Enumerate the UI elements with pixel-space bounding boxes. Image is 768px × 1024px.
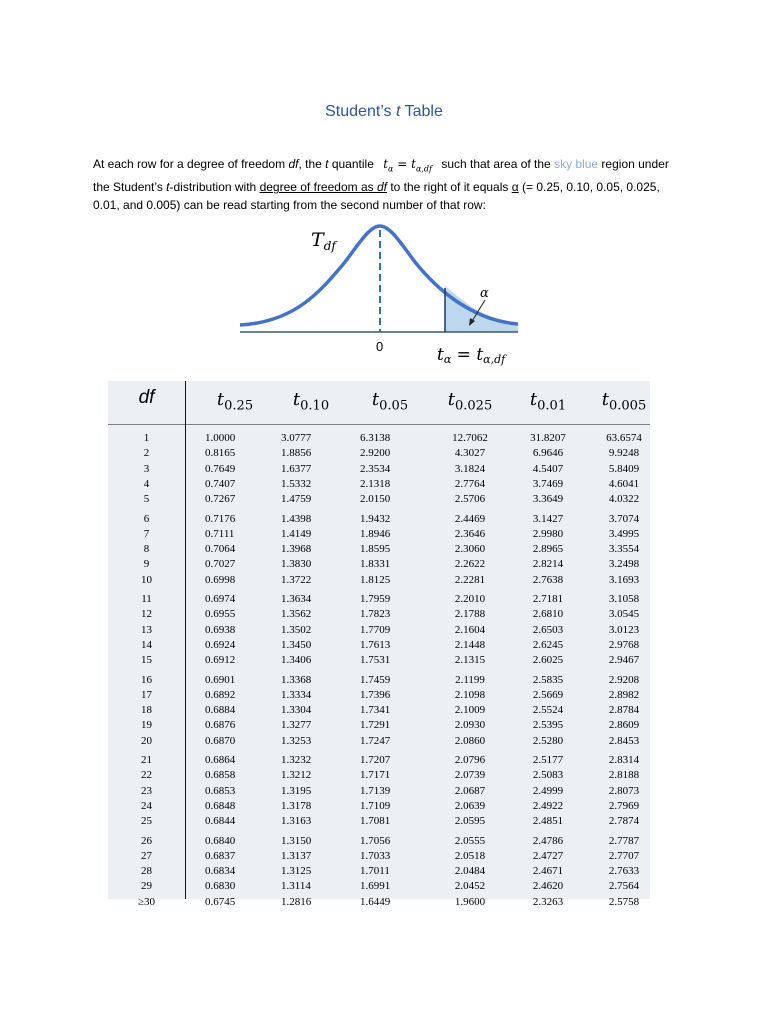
value-cell: 1.8125: [360, 573, 391, 586]
df-cell: 11: [141, 593, 152, 605]
page-title: [0, 103, 768, 121]
df-cell: 18: [141, 704, 152, 717]
value-cell: 0.7267: [205, 493, 236, 506]
value-cell: 1.3195: [281, 784, 312, 797]
column-header-0_25: $t_{0.25}$: [216, 389, 254, 414]
value-cell: 2.1788: [454, 608, 486, 621]
df-cell: 3: [143, 462, 150, 475]
df-cell: 20: [141, 734, 152, 747]
value-cell: 1.4149: [281, 527, 312, 540]
value-cell: 0.7176: [205, 512, 236, 525]
value-cell: 0.6745: [205, 895, 236, 908]
value-cell: 0.7027: [205, 558, 236, 571]
value-cell: 0.6998: [205, 573, 236, 586]
header-divider: [108, 424, 650, 425]
value-cell: 2.4922: [532, 799, 564, 812]
value-cell: 1.7459: [360, 673, 391, 686]
value-cell: 1.8595: [360, 543, 391, 556]
value-cell: 2.5669: [532, 688, 564, 701]
value-cell: 4.6041: [608, 477, 640, 490]
intro-underlined: [260, 180, 387, 194]
intro-text-7: to the right of it equals: [386, 180, 512, 195]
df-cell: 22: [141, 769, 152, 782]
value-cell: 1.7823: [360, 608, 391, 621]
df-cell: 6: [143, 512, 150, 525]
value-cell: 1.3830: [281, 558, 312, 571]
value-cell: 63.6574: [606, 432, 642, 444]
value-cell: 3.3649: [532, 493, 564, 506]
value-cell: 3.2498: [608, 558, 640, 571]
value-cell: 3.4995: [608, 527, 640, 540]
value-cell: 2.5835: [532, 673, 564, 686]
value-cell: 2.3534: [360, 462, 391, 475]
column-header-0_10: $t_{0.10}$: [292, 389, 330, 414]
value-cell: 2.9467: [608, 654, 640, 667]
value-cell: 1.3406: [281, 654, 312, 667]
value-cell: 1.3450: [281, 638, 312, 651]
title-suffix: Table: [404, 103, 443, 120]
value-cell: 0.7649: [205, 462, 236, 475]
df-cell: 9: [143, 558, 150, 571]
df-cell: 19: [141, 719, 152, 732]
value-cell: 2.6025: [532, 654, 564, 667]
value-cell: 0.6837: [205, 849, 236, 862]
value-cell: 2.6503: [532, 623, 564, 636]
value-cell: 2.2622: [454, 558, 486, 571]
value-cell: 2.5524: [532, 704, 564, 717]
value-cell: 2.1098: [454, 688, 486, 701]
value-cell: 3.0545: [608, 608, 640, 621]
intro-text-5: region under the Student’s: [93, 157, 669, 195]
value-cell: 2.0484: [454, 865, 486, 878]
value-cell: 3.1693: [608, 573, 640, 586]
value-cell: 2.3263: [532, 895, 564, 908]
value-cell: 2.7564: [608, 880, 640, 893]
t-distribution-figure: [235, 222, 555, 372]
value-cell: 2.6810: [532, 608, 564, 621]
value-cell: 1.3277: [281, 719, 312, 732]
value-cell: 2.0739: [454, 769, 486, 782]
value-cell: 2.7969: [608, 799, 640, 812]
intro-ul-text: degree of freedom as: [259, 180, 377, 195]
value-cell: 2.8784: [608, 704, 640, 717]
value-cell: 0.6830: [205, 880, 236, 893]
value-cell: 0.6870: [205, 734, 236, 747]
intro-alpha: α: [511, 180, 519, 195]
value-cell: 1.7959: [360, 593, 391, 605]
column-header-0_05: $t_{0.05}$: [371, 389, 409, 414]
column-header-0_01: $t_{0.01}$: [529, 389, 567, 414]
intro-t-dist: t: [166, 180, 170, 195]
value-cell: 1.7139: [360, 784, 391, 797]
value-cell: 0.6924: [205, 638, 236, 651]
value-cell: 2.4469: [454, 512, 486, 525]
value-cell: 0.6834: [205, 865, 236, 878]
intro-ul-df: df: [376, 180, 387, 195]
value-cell: 31.8207: [530, 432, 566, 444]
value-cell: 1.7396: [360, 688, 391, 701]
df-cell: 4: [143, 477, 150, 490]
value-cell: 1.3562: [281, 608, 312, 621]
value-cell: 2.4671: [532, 865, 564, 878]
value-cell: 2.2010: [454, 593, 486, 605]
df-cell: 15: [141, 654, 152, 667]
value-cell: 0.7407: [205, 477, 236, 490]
value-cell: 4.3027: [454, 447, 486, 460]
value-cell: 1.8856: [281, 447, 312, 460]
value-cell: 2.9208: [608, 673, 640, 686]
value-cell: 12.7062: [452, 432, 488, 444]
value-cell: 1.3304: [281, 704, 312, 717]
value-cell: 1.7171: [360, 769, 391, 782]
intro-formula: $t_\alpha = t_{\alpha,df}$: [383, 157, 432, 174]
value-cell: 1.3968: [281, 543, 312, 556]
value-cell: 2.0595: [454, 815, 486, 828]
value-cell: 1.6377: [281, 462, 312, 475]
t-alpha-label: tα = tα,df: [437, 345, 506, 366]
value-cell: 0.6876: [205, 719, 236, 732]
value-cell: 0.6912: [205, 654, 236, 667]
value-cell: 2.0796: [454, 754, 486, 766]
value-cell: 2.5706: [454, 493, 486, 506]
value-cell: 2.9200: [360, 447, 391, 460]
value-cell: 1.6449: [360, 895, 391, 908]
value-cell: 2.0518: [454, 849, 486, 862]
value-cell: 2.7638: [532, 573, 564, 586]
value-cell: 1.6991: [360, 880, 391, 893]
value-cell: 2.8314: [608, 754, 640, 766]
value-cell: 1.0000: [205, 432, 236, 444]
column-header-0_025: $t_{0.025}$: [447, 389, 493, 414]
intro-paragraph: [93, 155, 673, 214]
value-cell: 2.7787: [608, 834, 640, 847]
value-cell: 2.7633: [608, 865, 640, 878]
value-cell: 0.6974: [205, 593, 236, 605]
value-cell: 1.9600: [454, 895, 486, 908]
value-cell: 2.0452: [454, 880, 486, 893]
value-cell: 0.6840: [205, 834, 236, 847]
value-cell: 2.4620: [532, 880, 564, 893]
value-cell: 2.3646: [454, 527, 486, 540]
value-cell: 2.8188: [608, 769, 640, 782]
value-cell: 2.8965: [532, 543, 564, 556]
value-cell: 1.7033: [360, 849, 391, 862]
value-cell: 0.6864: [205, 754, 236, 766]
value-cell: 2.1009: [454, 704, 486, 717]
value-cell: 1.8946: [360, 527, 391, 540]
value-cell: 2.8214: [532, 558, 564, 571]
value-cell: 2.7874: [608, 815, 640, 828]
df-cell: 29: [141, 880, 152, 893]
value-cell: 2.2281: [454, 573, 486, 586]
intro-text-2: , the: [298, 157, 326, 171]
value-cell: 2.3060: [454, 543, 486, 556]
value-cell: 3.3554: [608, 543, 640, 556]
value-cell: 9.9248: [608, 447, 640, 460]
value-cell: 2.1315: [454, 654, 486, 667]
value-cell: 1.7613: [360, 638, 391, 651]
value-cell: 2.1604: [454, 623, 486, 636]
value-cell: 3.7074: [608, 512, 640, 525]
value-cell: 0.6955: [205, 608, 236, 621]
intro-df: df: [288, 157, 299, 171]
value-cell: 1.3368: [281, 673, 312, 686]
value-cell: 1.7056: [360, 834, 391, 847]
value-cell: 1.3232: [281, 754, 312, 766]
value-cell: 2.0860: [454, 734, 486, 747]
value-cell: 5.8409: [608, 462, 640, 475]
df-column-divider: [185, 381, 186, 899]
value-cell: 0.6901: [205, 673, 236, 686]
value-cell: 1.7531: [360, 654, 391, 667]
df-cell: 5: [143, 493, 150, 506]
value-cell: 2.1448: [454, 638, 486, 651]
value-cell: 2.8073: [608, 784, 640, 797]
value-cell: 1.3178: [281, 799, 312, 812]
t-table: [108, 381, 650, 908]
value-cell: 2.4999: [532, 784, 564, 797]
value-cell: 0.6884: [205, 704, 236, 717]
value-cell: 1.5332: [281, 477, 312, 490]
value-cell: 1.3634: [281, 593, 312, 605]
value-cell: 2.0930: [454, 719, 486, 732]
value-cell: 3.0777: [281, 432, 312, 444]
intro-text-6: -distribution with: [169, 180, 260, 195]
df-cell: 13: [141, 623, 152, 636]
alpha-label: α: [480, 286, 489, 301]
intro-t: t: [325, 157, 329, 171]
value-cell: 3.7469: [532, 477, 564, 490]
df-cell: 28: [141, 865, 152, 878]
df-cell: 25: [141, 815, 152, 828]
value-cell: 2.5758: [608, 895, 640, 908]
df-cell: ≥30: [137, 895, 156, 908]
value-cell: 2.9768: [608, 638, 640, 651]
value-cell: 0.8165: [205, 447, 236, 460]
value-cell: 1.7207: [360, 754, 391, 766]
intro-sky-blue: sky blue: [554, 157, 599, 171]
value-cell: 1.9432: [360, 512, 391, 525]
intro-text-8: (= 0.25, 0.10, 0.05, 0.025, 0.01, and 0.005) can be read starting from the second number of that row:: [93, 180, 660, 213]
value-cell: 2.4727: [532, 849, 564, 862]
value-cell: 1.4398: [281, 512, 312, 525]
df-cell: 16: [141, 673, 152, 686]
value-cell: 1.2816: [281, 895, 312, 908]
value-cell: 2.5395: [532, 719, 564, 732]
value-cell: 3.1058: [608, 593, 640, 605]
value-cell: 1.3114: [281, 880, 311, 893]
value-cell: 1.3212: [281, 769, 312, 782]
value-cell: 2.7181: [532, 593, 564, 605]
value-cell: 1.7109: [360, 799, 391, 812]
value-cell: 3.1427: [532, 512, 564, 525]
df-cell: 7: [143, 527, 150, 540]
value-cell: 6.9646: [532, 447, 564, 460]
value-cell: 0.6848: [205, 799, 236, 812]
value-cell: 2.0150: [360, 493, 391, 506]
title-t: t: [396, 103, 401, 120]
df-cell: 26: [141, 834, 152, 847]
df-cell: 21: [141, 754, 152, 766]
df-cell: 27: [141, 849, 152, 862]
value-cell: 2.0687: [454, 784, 486, 797]
value-cell: 4.0322: [608, 493, 640, 506]
value-cell: 2.8982: [608, 688, 640, 701]
value-cell: 0.6938: [205, 623, 236, 636]
value-cell: 2.8609: [608, 719, 640, 732]
value-cell: 3.1824: [454, 462, 486, 475]
value-cell: 0.6853: [205, 784, 236, 797]
value-cell: 4.5407: [532, 462, 564, 475]
df-cell: 23: [141, 784, 152, 797]
value-cell: 2.4786: [532, 834, 564, 847]
value-cell: 2.5177: [532, 754, 564, 766]
value-cell: 2.5280: [532, 734, 564, 747]
value-cell: 1.3125: [281, 865, 312, 878]
value-cell: 2.7764: [454, 477, 486, 490]
value-cell: 2.4851: [532, 815, 564, 828]
df-cell: 1: [143, 432, 150, 444]
df-cell: 14: [141, 638, 152, 651]
value-cell: 2.7707: [608, 849, 640, 862]
value-cell: 1.3334: [281, 688, 312, 701]
value-cell: 1.8331: [360, 558, 391, 571]
value-cell: 6.3138: [360, 432, 391, 444]
intro-text-3: quantile: [328, 157, 378, 171]
value-cell: 1.7247: [360, 734, 391, 747]
value-cell: 2.9980: [532, 527, 564, 540]
value-cell: 0.6892: [205, 688, 236, 701]
value-cell: 1.7709: [360, 623, 391, 636]
value-cell: 1.3253: [281, 734, 312, 747]
value-cell: 1.3150: [281, 834, 312, 847]
value-cell: 0.6844: [205, 815, 236, 828]
df-cell: 8: [143, 543, 150, 556]
intro-text-1: At each row for a degree of freedom: [93, 157, 289, 171]
value-cell: 1.3137: [281, 849, 312, 862]
curve-label: $T_{df}$: [311, 229, 336, 253]
df-cell: 2: [143, 447, 150, 460]
value-cell: 1.3722: [281, 573, 312, 586]
value-cell: 2.8453: [608, 734, 640, 747]
value-cell: 2.6245: [532, 638, 564, 651]
df-cell: 24: [141, 799, 152, 812]
value-cell: 1.7341: [360, 704, 391, 717]
column-header-0_005: $t_{0.005}$: [601, 389, 647, 414]
df-header: df: [138, 387, 155, 408]
value-cell: 0.7111: [205, 527, 235, 540]
value-cell: 1.4759: [281, 493, 312, 506]
value-cell: 1.7011: [360, 865, 390, 878]
value-cell: 0.6858: [205, 769, 236, 782]
df-cell: 10: [141, 573, 152, 586]
value-cell: 2.0555: [454, 834, 486, 847]
value-cell: 1.7081: [360, 815, 391, 828]
value-cell: 0.7064: [205, 543, 236, 556]
value-cell: 1.3163: [281, 815, 312, 828]
df-cell: 12: [141, 608, 152, 621]
zero-label: 0: [376, 339, 384, 354]
intro-text-4: such that area of the: [437, 157, 555, 171]
title-prefix: Student’s: [325, 103, 392, 120]
value-cell: 2.1318: [360, 477, 391, 490]
value-cell: 1.3502: [281, 623, 312, 636]
value-cell: 3.0123: [608, 623, 640, 636]
value-cell: 2.0639: [454, 799, 486, 812]
value-cell: 1.7291: [360, 719, 391, 732]
df-cell: 17: [141, 688, 152, 701]
value-cell: 2.5083: [532, 769, 564, 782]
value-cell: 2.1199: [455, 673, 485, 686]
